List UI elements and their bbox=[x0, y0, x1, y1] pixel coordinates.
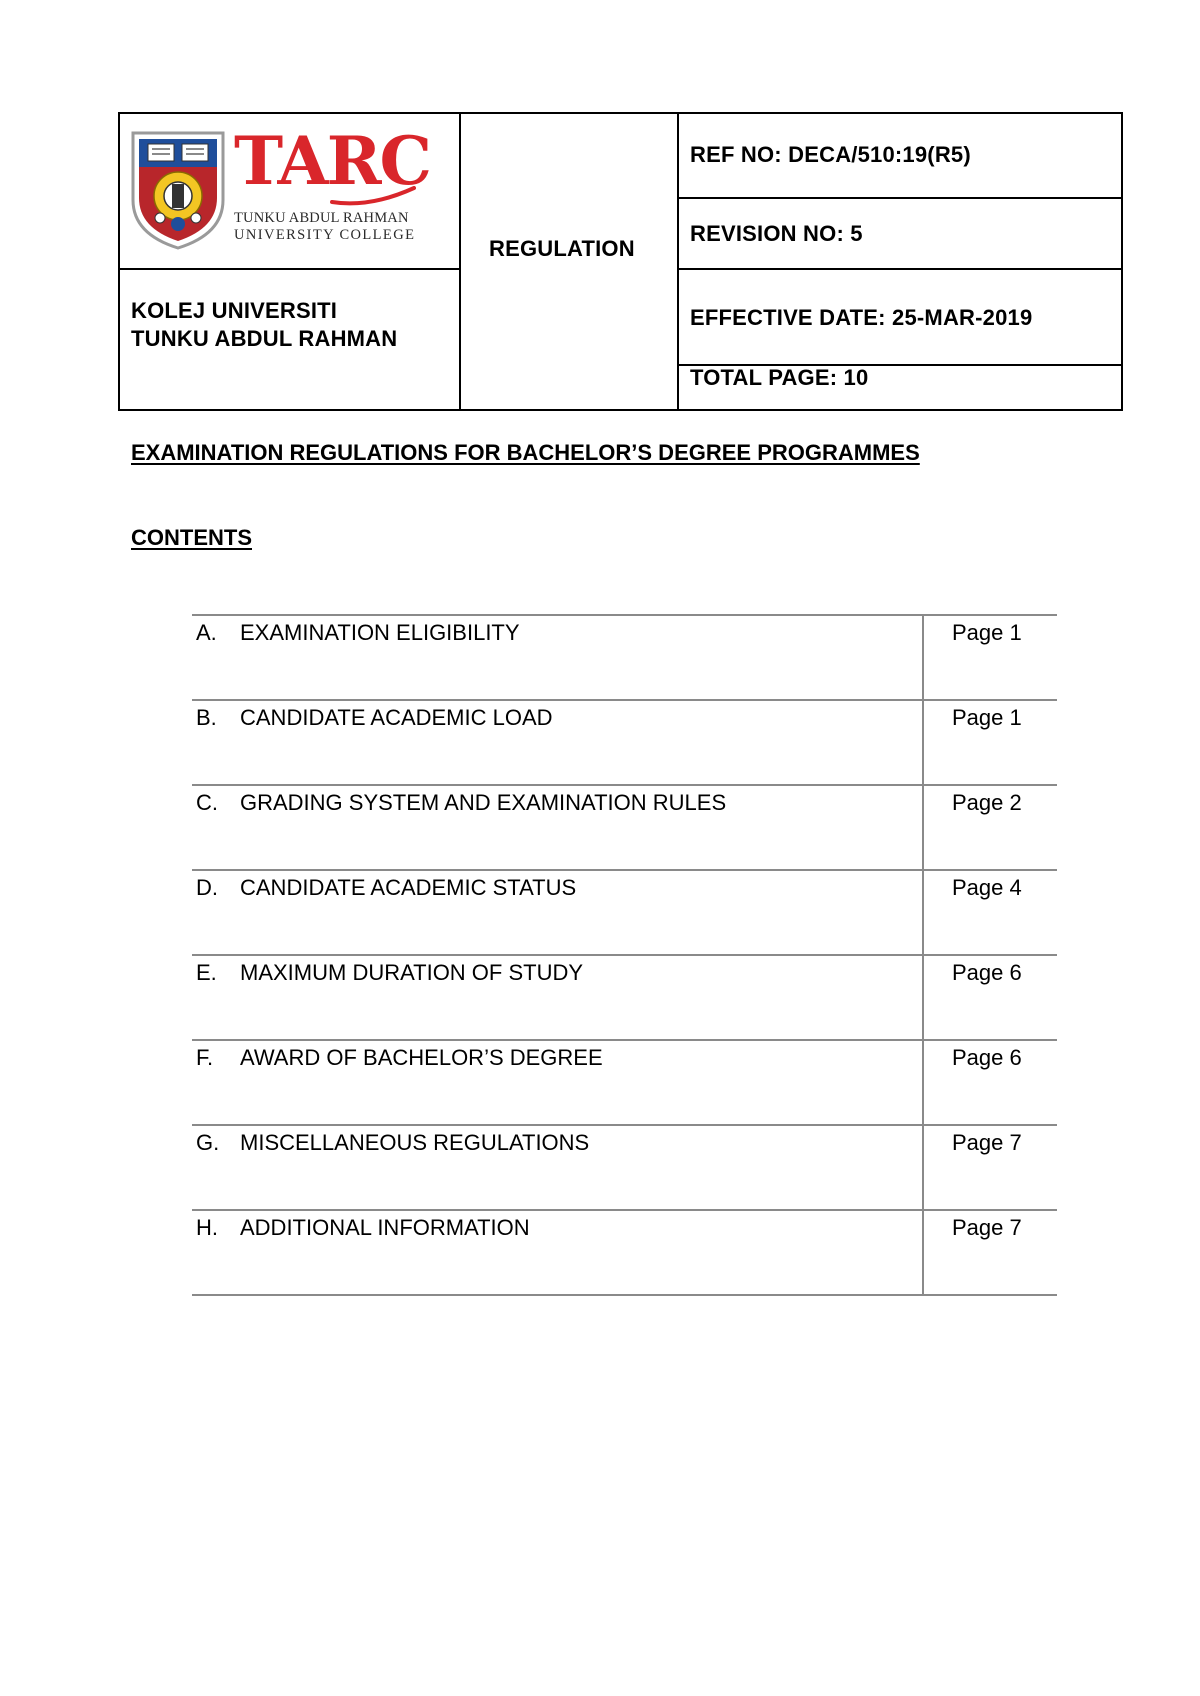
contents-page-ref: Page 4 bbox=[952, 875, 1022, 900]
logo-tagline-1: TUNKU ABDUL RAHMAN bbox=[234, 210, 409, 226]
contents-column-divider bbox=[922, 1041, 924, 1124]
contents-page-ref: Page 6 bbox=[952, 1045, 1022, 1070]
contents-label: GRADING SYSTEM AND EXAMINATION RULES bbox=[240, 790, 727, 815]
contents-column-divider bbox=[922, 871, 924, 954]
tarc-logo bbox=[130, 122, 431, 252]
document-title: EXAMINATION REGULATIONS FOR BACHELOR’S DEGREE PROGRAMMES bbox=[131, 440, 920, 465]
contents-column-divider bbox=[922, 701, 924, 784]
contents-row bbox=[192, 1039, 1057, 1124]
ref-no: REF NO: DECA/510:19(R5) bbox=[690, 142, 971, 167]
contents-letter: F. bbox=[196, 1045, 214, 1070]
contents-row bbox=[192, 954, 1057, 1039]
header-divider-2 bbox=[677, 112, 679, 411]
crest-icon bbox=[130, 130, 226, 250]
wordmark-swoosh-icon bbox=[330, 186, 416, 206]
contents-row bbox=[192, 869, 1057, 954]
effective-date: EFFECTIVE DATE: 25-MAR-2019 bbox=[690, 305, 1033, 330]
header-row-line-rev bbox=[677, 268, 1123, 270]
contents-page-ref: Page 7 bbox=[952, 1215, 1022, 1240]
contents-label: CANDIDATE ACADEMIC STATUS bbox=[240, 875, 577, 900]
total-page: TOTAL PAGE: 10 bbox=[690, 365, 869, 390]
contents-column-divider bbox=[922, 616, 924, 699]
contents-page-ref: Page 1 bbox=[952, 620, 1022, 645]
contents-row bbox=[192, 699, 1057, 784]
contents-label: EXAMINATION ELIGIBILITY bbox=[240, 620, 520, 645]
contents-label: MISCELLANEOUS REGULATIONS bbox=[240, 1130, 590, 1155]
tarc-wordmark bbox=[234, 122, 431, 252]
contents-page-ref: Page 7 bbox=[952, 1130, 1022, 1155]
contents-letter: C. bbox=[196, 790, 218, 815]
contents-label: CANDIDATE ACADEMIC LOAD bbox=[240, 705, 553, 730]
contents-column-divider bbox=[922, 786, 924, 869]
contents-column-divider bbox=[922, 1126, 924, 1209]
tarc-wordmark-text: TARC bbox=[234, 122, 431, 200]
revision-no: REVISION NO: 5 bbox=[690, 221, 863, 246]
contents-letter: H. bbox=[196, 1215, 218, 1240]
institution-name-line-2: TUNKU ABDUL RAHMAN bbox=[131, 326, 398, 351]
contents-row bbox=[192, 614, 1057, 699]
contents-label: ADDITIONAL INFORMATION bbox=[240, 1215, 530, 1240]
header-row-line-ref bbox=[677, 197, 1123, 199]
contents-letter: A. bbox=[196, 620, 217, 645]
institution-name-line-1: KOLEJ UNIVERSITI bbox=[131, 298, 338, 323]
contents-row bbox=[192, 784, 1057, 869]
contents-row bbox=[192, 1124, 1057, 1209]
contents-letter: B. bbox=[196, 705, 217, 730]
contents-table bbox=[192, 614, 1057, 1296]
document-type: REGULATION bbox=[489, 236, 635, 261]
contents-column-divider bbox=[922, 1211, 924, 1294]
contents-row bbox=[192, 1209, 1057, 1296]
contents-letter: G. bbox=[196, 1130, 220, 1155]
contents-letter: E. bbox=[196, 960, 217, 985]
logo-tagline-2: UNIVERSITY COLLEGE bbox=[234, 227, 416, 243]
contents-column-divider bbox=[922, 956, 924, 1039]
contents-label: AWARD OF BACHELOR’S DEGREE bbox=[240, 1045, 603, 1070]
header-row-line-logo bbox=[118, 268, 460, 270]
contents-label: MAXIMUM DURATION OF STUDY bbox=[240, 960, 584, 985]
contents-page-ref: Page 2 bbox=[952, 790, 1022, 815]
header-divider-1 bbox=[459, 112, 461, 411]
contents-page-ref: Page 6 bbox=[952, 960, 1022, 985]
contents-letter: D. bbox=[196, 875, 218, 900]
contents-heading: CONTENTS bbox=[131, 525, 252, 550]
contents-page-ref: Page 1 bbox=[952, 705, 1022, 730]
